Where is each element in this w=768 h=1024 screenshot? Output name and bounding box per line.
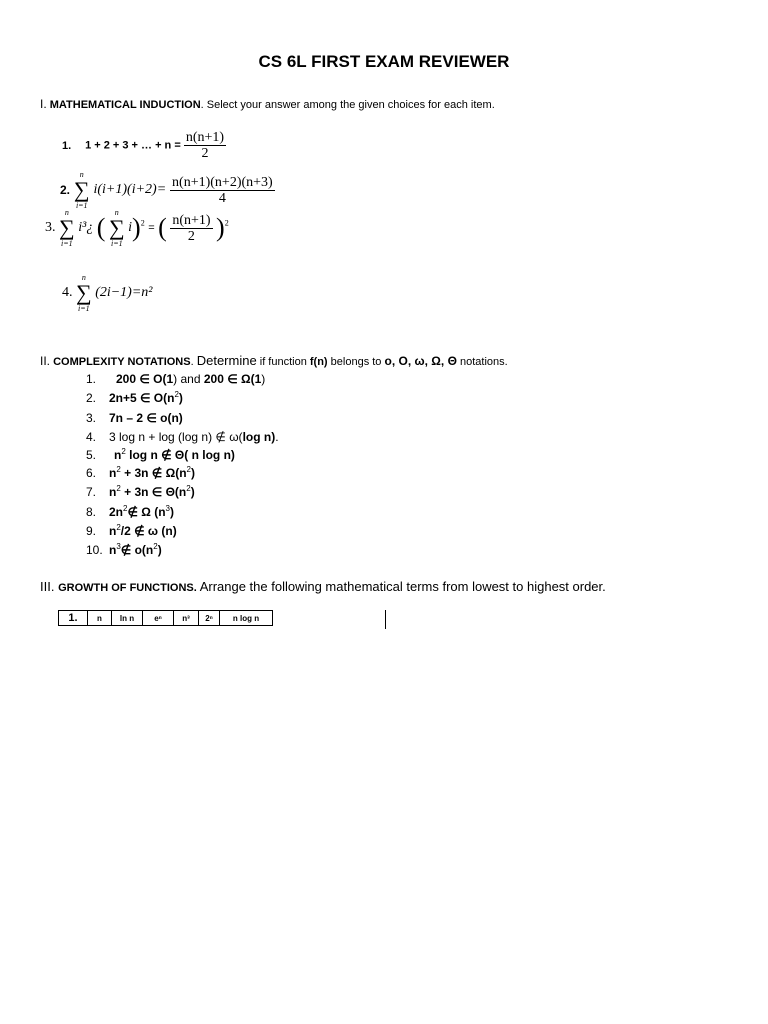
term-cell: n log n bbox=[220, 611, 273, 626]
sigma-icon: ∑ bbox=[59, 215, 75, 240]
section-3-heading: III. GROWTH OF FUNCTIONS. Arrange the following mathematical terms from lowest to highest order. bbox=[40, 579, 606, 594]
complexity-item: 5. $n^2$ log n ∉ Θ( n log n) bbox=[86, 447, 235, 462]
induction-item-3: 3. n ∑ i=1 i³¿ ( n ∑ i=1 i)$^2$ = ( $\frac{n(n+1)}{2}$ )$^2$ bbox=[45, 208, 229, 248]
table-row bbox=[59, 611, 273, 626]
induction-item-4: 4. n ∑ i=1 (2i−1)=n² bbox=[62, 273, 153, 313]
induction-item-2: 2. n ∑ i=1 i(i+1)(i+2)= $\frac{n(n+1)(n+2)(n+3)}{4}$ bbox=[60, 170, 273, 210]
induction-item-1: 1. 1 + 2 + 3 + … + n = $\frac{n(n+1)}{2}$ bbox=[62, 130, 225, 161]
sigma-icon: ∑ bbox=[73, 177, 90, 202]
complexity-item: 2. 2n+5 ∈ $O(n^2)$ bbox=[86, 390, 183, 405]
sigma-icon: ∑ bbox=[76, 280, 92, 305]
complexity-item: 10. $n^3\notin$ $o(n^2)$ bbox=[86, 542, 162, 557]
term-cell: n bbox=[88, 611, 112, 626]
complexity-item: 3. 7n – 2 ∈ o(n) bbox=[86, 411, 183, 425]
complexity-item: 1. 200 ∈ O(1) and 200 ∈ Ω(1) bbox=[86, 372, 266, 386]
sigma-icon: ∑ bbox=[108, 215, 125, 240]
term-cell: n³ bbox=[174, 611, 199, 626]
row-label: 1. bbox=[59, 611, 88, 626]
complexity-item: 6. $n^2 + 3n$ ∉ $\Omega(n^2)$ bbox=[86, 465, 195, 480]
page-title: CS 6L FIRST EXAM REVIEWER bbox=[258, 52, 510, 71]
growth-table bbox=[58, 610, 273, 626]
text-cursor bbox=[385, 610, 386, 629]
complexity-item: 9. $n^2/2$ ∉ ω (n) bbox=[86, 523, 177, 538]
complexity-item: 8. $2n^2\notin$ Ω $(n^3)$ bbox=[86, 504, 174, 519]
term-cell: 2ⁿ bbox=[199, 611, 220, 626]
complexity-item: 4. 3 log n + log (log n) ∉ ω(log n). bbox=[86, 430, 279, 444]
section-2-heading: II. COMPLEXITY NOTATIONS. Determine if function f(n) belongs to o, O, ω, Ω, Θ notations. bbox=[40, 353, 508, 368]
term-cell: eⁿ bbox=[143, 611, 174, 626]
term-cell: ln n bbox=[112, 611, 143, 626]
complexity-item: 7. $n^2 + 3n$ ∈ $\Theta(n^2)$ bbox=[86, 484, 195, 499]
section-1-heading: I. MATHEMATICAL INDUCTION. Select your answer among the given choices for each item. bbox=[40, 97, 495, 111]
